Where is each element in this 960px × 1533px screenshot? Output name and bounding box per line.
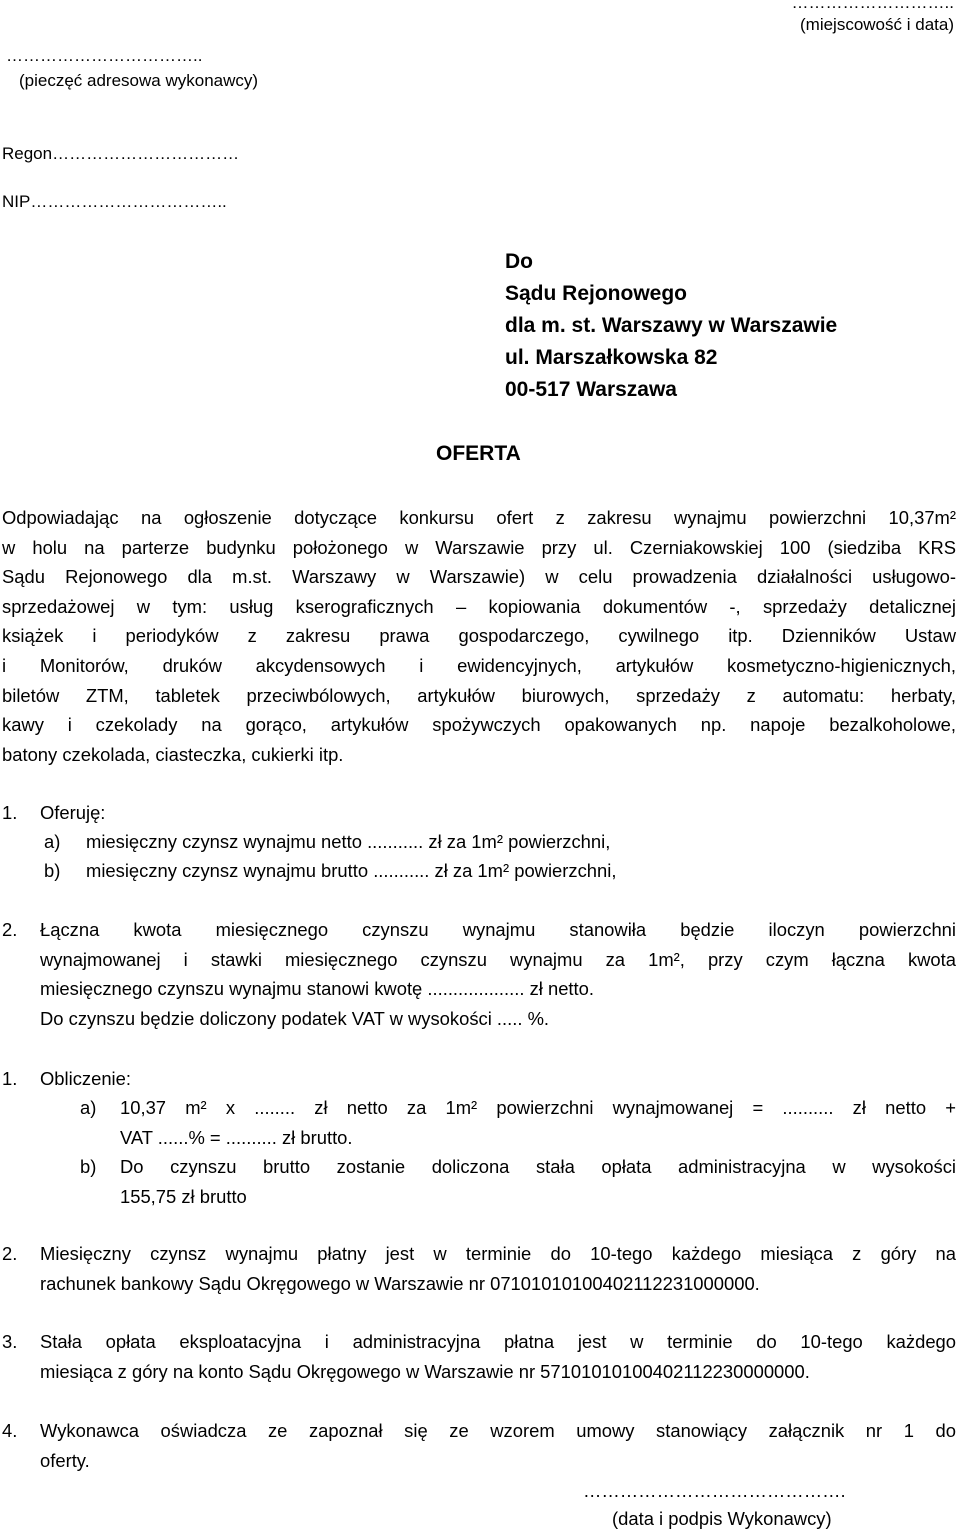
total-line: miesięcznego czynszu wynajmu stanowi kwotę ................... zł netto. [40,978,594,1000]
fee-line: miesiąca z góry na konto Sądu Okręgowego w Warszawie nr 57101010100402112230000000. [40,1360,810,1382]
calc-b-line: 155,75 zł brutto [120,1185,247,1207]
intro-line: sprzedażowej w tym: usług kserograficznych – kopiowania dokumentów -, sprzedaży detalicznej [2,595,956,617]
date-label: (miejscowość i data) [800,15,954,34]
total-number: 2. [2,919,18,940]
recipient-line: ul. Marszałkowska 82 [505,346,718,369]
signature-dots: ……………………………………. [583,1480,846,1501]
stamp-dots: …………………………….. [6,46,203,65]
fee-line: Stała opłata eksploatacyjna i administracyjna płatna jest w terminie do 10-tego każdego [40,1331,956,1352]
offer-number: 1. [2,802,18,823]
intro-line: batony czekolada, ciasteczka, cukierki itp. [2,743,344,765]
offer-gross-rent: miesięczny czynsz wynajmu brutto ........... zł za 1m² powierzchni, [86,860,617,881]
calc-heading: Obliczenie: [40,1068,131,1089]
regon-field: Regon…………………………… [2,144,240,163]
calculation-section [0,1064,960,1214]
intro-line: Odpowiadając na ogłoszenie dotyczące konkursu ofert z zakresu wynajmu powierzchni 10,37m² [2,507,956,528]
declaration-section [0,1416,960,1476]
intro-line: biletów ZTM, tabletek przeciwbólowych, artykułów biurowych, sprzedaży z automatu: herbaty, [2,684,956,706]
intro-paragraph [2,503,956,769]
total-line: wynajmowanej i stawki miesięcznego czynszu wynajmu za 1m², przy czym łączna kwota [40,948,956,970]
intro-line: kawy i czekolady na gorąco, artykułów spożywczych opakowanych np. napoje bezalkoholowe, [2,714,956,736]
offer-section [0,798,960,890]
calc-number: 1. [2,1068,18,1089]
offer-heading: Oferuję: [40,802,106,823]
date-dots: ……………………….. [791,0,954,12]
offer-net-rent: miesięczny czynsz wynajmu netto ........... zł za 1m² powierzchni, [86,831,611,852]
total-line: Łączna kwota miesięcznego czynszu wynajmu stanowiła będzie iloczyn powierzchni [40,919,956,940]
calc-b-line: Do czynszu brutto zostanie doliczona stała opłata administracyjna w wysokości [120,1156,956,1177]
intro-line: Sądu Rejonowego dla m.st. Warszawy w Warszawie) w celu prowadzenia działalności usługowo- [2,566,956,588]
fee-number: 3. [2,1331,18,1352]
intro-line: książek i periodyków z zakresu prawa gospodarczego, cywilnego itp. Dzienników Ustaw [2,625,956,647]
recipient-line: Do [505,250,533,273]
declaration-number: 4. [2,1420,18,1441]
fee-section [0,1327,960,1387]
recipient-line: 00-517 Warszawa [505,378,677,401]
recipient-line: Sądu Rejonowego [505,282,688,305]
recipient-line: dla m. st. Warszawy w Warszawie [505,314,838,337]
payment-line: rachunek bankowy Sądu Okręgowego w Warszawie nr 07101010100402112231000000. [40,1272,760,1294]
recipient-address [505,246,837,406]
declaration-line: Wykonawca oświadcza ze zapoznał się ze wzorem umowy stanowiący załącznik nr 1 do [40,1420,956,1441]
offer-b-letter: b) [44,860,61,881]
stamp-label: (pieczęć adresowa wykonawcy) [19,71,259,90]
intro-line: i Monitorów, druków akcydensowych i ewidencyjnych, artykułów kosmetyczno-higienicznych, [2,654,956,676]
calc-a-line: 10,37 m² x ........ zł netto za 1m² powierzchni wynajmowanej = .......... zł netto + [120,1097,956,1118]
calc-a-line: VAT ......% = .......... zł brutto. [120,1126,353,1148]
offer-a-letter: a) [44,831,61,852]
signature-label: (data i podpis Wykonawcy) [612,1508,832,1529]
nip-field: NIP…………………………….. [2,192,227,211]
payment-section [0,1239,960,1299]
calc-a-letter: a) [80,1097,97,1118]
payment-line: Miesięczny czynsz wynajmu płatny jest w terminie do 10-tego każdego miesiąca z góry na [40,1243,956,1264]
total-amount-section [0,915,960,1035]
intro-line: w holu na parterze budynku położonego w Warszawie przy ul. Czerniakowskiej 100 (siedziba KRS [2,536,956,558]
vat-line: Do czynszu będzie doliczony podatek VAT w wysokości ..... %. [40,1007,550,1029]
calc-b-letter: b) [80,1156,97,1177]
document-title: OFERTA [436,442,521,465]
payment-number: 2. [2,1243,18,1264]
declaration-line: oferty. [40,1449,90,1471]
